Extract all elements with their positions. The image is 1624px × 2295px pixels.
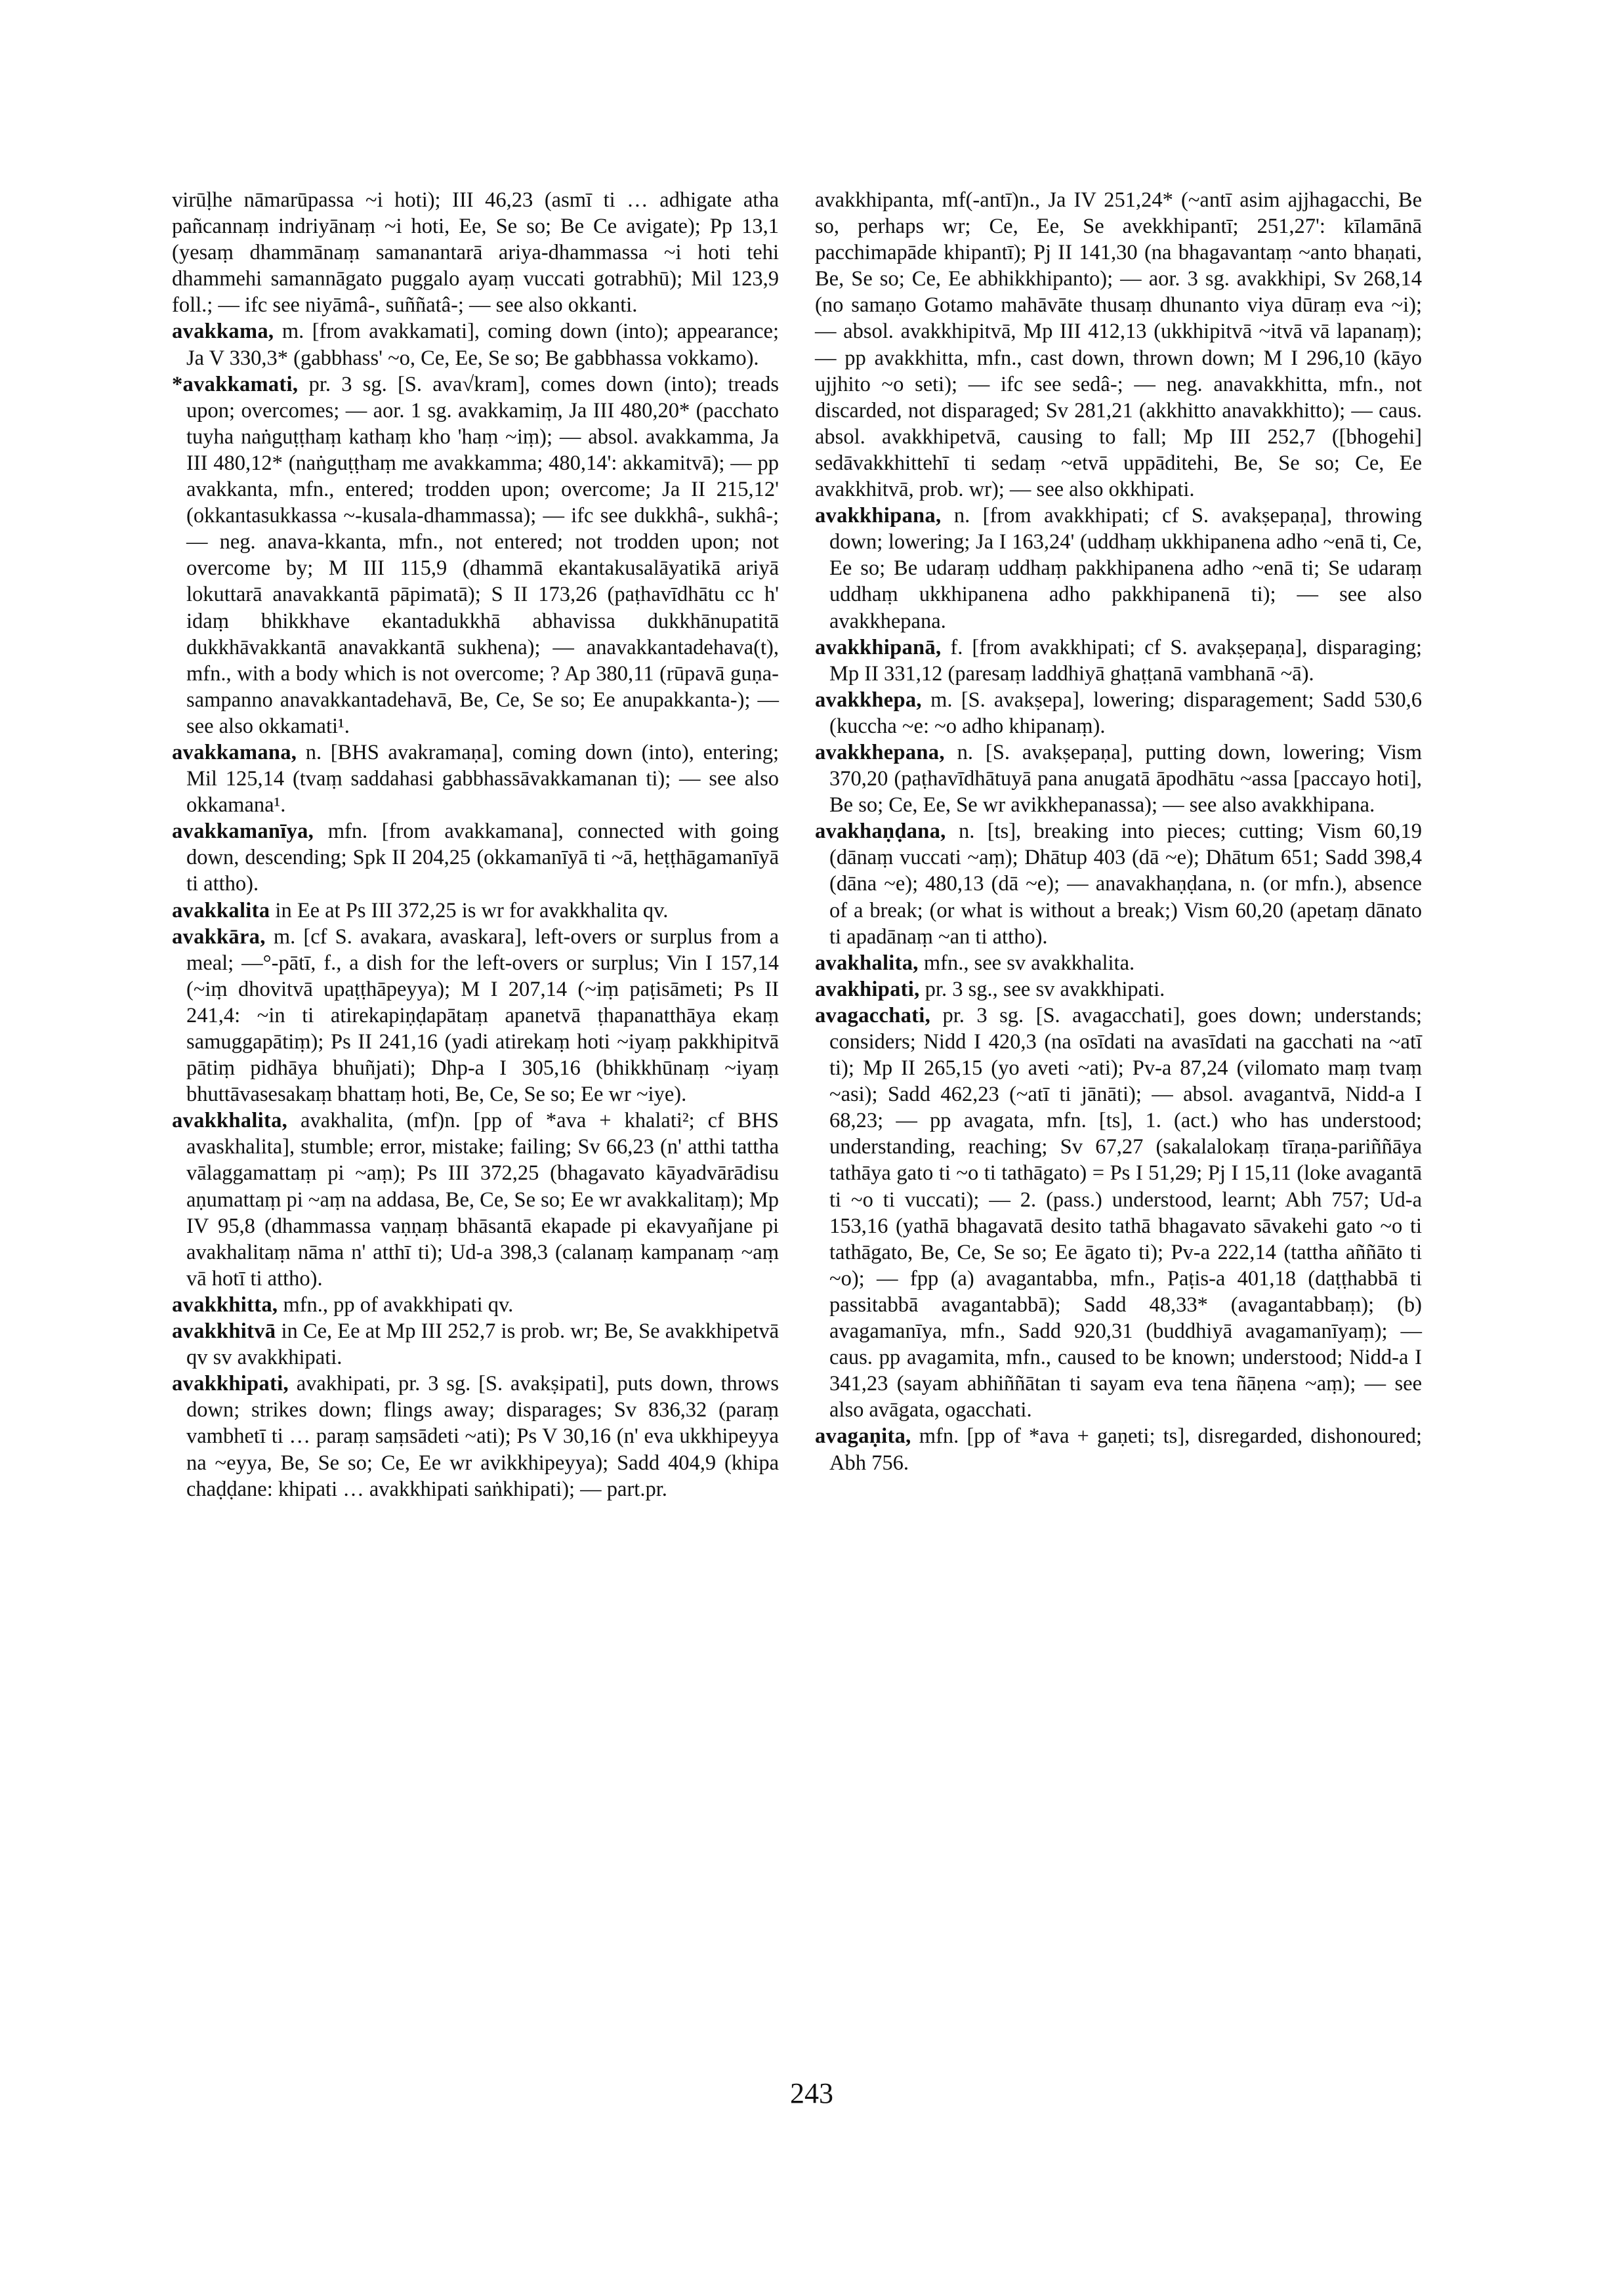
entry-body: n. [BHS avakramaṇa], coming down (into), entering; Mil 125,14 (tvaṃ saddahasi gabbhassāvakkamanan ti); — see also okkamana¹.: [186, 740, 779, 817]
dictionary-entry: [172, 818, 779, 897]
headword: avakkamanīya,: [172, 819, 314, 844]
entry-list: [815, 503, 1422, 1476]
dictionary-entry: [815, 1423, 1422, 1476]
headword: avagacchati,: [815, 1003, 931, 1027]
headword: avakkhipati,: [172, 1372, 289, 1396]
dictionary-entry: [172, 1318, 779, 1371]
right-column: [815, 187, 1422, 1476]
entry-body: m. [cf S. avakara, avaskara], left-overs or surplus from a meal; —°-pātī, f., a dish for the left-overs or surplus; Vin I 157,14 (~iṃ dhovitvā upaṭṭhāpeyya); M I 207,14 (~iṃ paṭisāmeti; Ps II 241,4: ~in ti atirekapiṇḍapātaṃ apanetvā ṭhapanatthāya ekaṃ samuggapātiṃ); Ps II 241,16 (yadi atirekaṃ hoti ~iyaṃ pakkhipitvā pātiṃ pidhāya bhuñjati); Dhp-a I 305,16 (bhikkhūnaṃ ~iyaṃ bhuttāvasesakaṃ bhattaṃ hoti, Be, Ce, Se so; Ee wr ~iye).: [186, 924, 779, 1107]
headword: avakhipati,: [815, 977, 920, 1001]
dictionary-entry: [172, 1371, 779, 1502]
continuation-text: virūḷhe nāmarūpassa ~i hoti); III 46,23 (asmī ti … adhigate atha pañcannaṃ indriyānaṃ ~i hoti, Ee, Se so; Be Ce avigate); Pp 13,1 (yesaṃ dhammānaṃ samanantarā ariya-dhammassa ~i hoti tehi dhammehi samannāgato puggalo ayaṃ vuccati gotrabhū); Mil 123,9 foll.; — ifc see niyāmâ-, suññatâ-; — see also okkanti.: [172, 188, 779, 318]
entry-body: m. [S. avakṣepa], lowering; disparagement; Sadd 530,6 (kuccha ~e: ~o adho khipanaṃ).: [829, 688, 1423, 738]
headword: avakkalita: [172, 898, 270, 922]
dictionary-entry: [172, 1292, 779, 1318]
entry-body: n. [S. avakṣepaṇa], putting down, lowering; Vism 370,20 (paṭhavīdhātuyā pana anugatā āpodhātu ~assa [paccayo hoti], Be so; Ce, Ee, Se wr avikkhepanassa); — see also avakkhipana.: [829, 740, 1422, 817]
entry-body: n. [from avakkhipati; cf S. avakṣepaṇa], throwing down; lowering; Ja I 163,24' (uddhaṃ ukkhipanena adho ~enā ti, Ce, Ee so; Be udaraṃ uddhaṃ pakkhipanena adho ~enā ti; Se udaraṃ uddhaṃ ukkhipanena adho pakkhipanenā ti); — see also avakkhepana.: [829, 504, 1422, 633]
headword: avakkamana,: [172, 740, 297, 764]
headword: avakkhipana,: [815, 504, 942, 528]
dictionary-entry: [815, 1003, 1422, 1424]
headword: avakkhipanā,: [815, 635, 942, 659]
entry-body: pr. 3 sg. [S. ava√kram], comes down (into); treads upon; overcomes; — aor. 1 sg. avakkamiṃ, Ja III 480,20* (pacchato tuyha naṅguṭṭhaṃ kathaṃ kho 'haṃ ~iṃ); — absol. avakkamma, Ja III 480,12* (naṅguṭṭhaṃ me avakkamma; 480,14': akkamitvā); — pp avakkanta, mfn., entered; trodden upon; overcome; Ja II 215,12' (okkantasukkassa ~-kusala-dhammassa); — ifc see dukkhâ-, sukhâ-; — neg. anava-kkanta, mfn., not entered; not trodden upon; not overcome by; M III 115,9 (dhammā ekantakusalāyatikā ariyā lokuttarā anavakkantā pāpimatā); S II 173,26 (paṭhavīdhātu cc h' idaṃ bhikkhave ekantadukkhā abhavissa dukkhānupatitā dukkhāvakkantā anavakkantā sukhena); — anavakkantadehava(t), mfn., with a body which is not overcome; ? Ap 380,11 (rūpavā guṇa-sampanno anavakkantadehavā, Be, Ce, Se so; Ee anupakkanta-); — see also okkamati¹.: [186, 372, 779, 738]
headword: *avakkamati,: [172, 372, 299, 396]
headword: avakkhalita,: [172, 1109, 288, 1133]
dictionary-entry: [815, 739, 1422, 818]
page-number: 243: [790, 2077, 833, 2109]
entry-body: m. [from avakkamati], coming down (into); appearance; Ja V 330,3* (gabbhass' ~o, Ce, Ee, Se so; Be gabbhassa vokkamo).: [186, 320, 780, 370]
dictionary-entry: [172, 318, 779, 371]
headword: avakhaṇḍana,: [815, 819, 946, 844]
entry-body: mfn. [from avakkamana], connected with going down, descending; Spk II 204,25 (okkamanīyā ti ~ā, heṭṭhāgamanīyā ti attho).: [186, 819, 779, 896]
headword: avakkhepana,: [815, 740, 945, 764]
entry-body: mfn., see sv avakkhalita.: [923, 951, 1135, 975]
dictionary-entry: [172, 1107, 779, 1292]
entry-list: [172, 318, 779, 1502]
headword: avagaṇita,: [815, 1424, 911, 1449]
dictionary-entry: [172, 371, 779, 739]
headword: avakkhitta,: [172, 1292, 278, 1317]
headword: avakkhepa,: [815, 688, 922, 712]
dictionary-entry: [815, 818, 1422, 949]
dictionary-entry: [815, 503, 1422, 634]
entry-body: in Ce, Ee at Mp III 252,7 is prob. wr; Be, Se avakkhipetvā qv sv avakkhipati.: [186, 1319, 779, 1370]
entry-body: pr. 3 sg., see sv avakkhipati.: [925, 977, 1165, 1001]
entry-body: mfn., pp of avakkhipati qv.: [283, 1292, 514, 1317]
dictionary-entry: [172, 924, 779, 1108]
entry-body: in Ee at Ps III 372,25 is wr for avakkhalita qv.: [275, 898, 669, 922]
dictionary-entry: [815, 687, 1422, 739]
headword: avakkama,: [172, 320, 274, 344]
headword: avakhalita,: [815, 951, 919, 975]
left-column: [172, 187, 779, 1502]
dictionary-entry: [172, 898, 779, 924]
entry-body: n. [ts], breaking into pieces; cutting; Vism 60,19 (dānaṃ vuccati ~aṃ); Dhātup 403 (dā ~e); Dhātum 651; Sadd 398,4 (dāna ~e); 480,13 (dā ~e); — anavakhaṇḍana, n. (or mfn.), absence of a break; (or what is without a break;) Vism 60,20 (apetaṃ dānato ti apadānaṃ ~an ti attho).: [829, 819, 1423, 949]
dictionary-entry: [815, 976, 1422, 1003]
continuation-text: avakkhipanta, mf(-antī)n., Ja IV 251,24* (~antī asim ajjhagacchi, Be so, perhaps wr; Ce, Ee, Se avekkhipantī; 251,27': kīlamānā pacchimapāde khipantī); Pj II 141,30 (na bhagavantaṃ ~anto bhaṇati, Be, Se so; Ce, Ee abhikkhipanto); — aor. 3 sg. avakkhipi, Sv 268,14 (no samaṇo Gotamo mahāvāte thusaṃ dhunanto viya dūraṃ eva ~i); — absol. avakkhipitvā, Mp III 412,13 (ukkhipitvā ~itvā vā lapanaṃ); — pp avakkhitta, mfn., cast down, thrown down; M I 296,10 (kāyo ujjhito ~o seti); — ifc see sedâ-; — neg. anavakkhitta, mfn., not discarded, not disparaged; Sv 281,21 (akkhitto anavakkhitto); — caus. absol. avakkhipetvā, causing to fall; Mp III 252,7 ([bhogehi] sedāvakkhittehī ti sedaṃ ~etvā uppāditehi, Be, Se so; Ce, Ee avakkhitvā, prob. wr); — see also okkhipati.: [815, 188, 1422, 502]
entry-body: avakhalita, (mf)n. [pp of *ava + khalati²; cf BHS avaskhalita], stumble; error, mistake; failing; Sv 66,23 (n' atthi tattha vālaggamattaṃ pi ~aṃ); Ps III 372,25 (bhagavato kāyadvārādisu aṇumattaṃ pi ~aṃ na addasa, Be, Ce, Se so; Ee wr avakkalitaṃ); Mp IV 95,8 (dhammassa vaṇṇaṃ bhāsantā ekapade pi ekavyañjane pi avakhalitaṃ nāma n' atthī ti); Ud-a 398,3 (calanaṃ kampanaṃ ~aṃ vā hotī ti attho).: [186, 1109, 780, 1291]
headword: avakkhitvā: [172, 1319, 276, 1344]
entry-body: mfn. [pp of *ava + gaṇeti; ts], disregarded, dishonoured; Abh 756.: [829, 1424, 1422, 1475]
dictionary-entry: [172, 739, 779, 818]
dictionary-entry: [815, 950, 1422, 976]
entry-body: f. [from avakkhipati; cf S. avakṣepaṇa], disparaging; Mp II 331,12 (paresaṃ laddhiyā ghaṭṭanā vambhanā ~ā).: [829, 635, 1422, 686]
dictionary-entry: [815, 634, 1422, 687]
headword: avakkāra,: [172, 924, 266, 949]
entry-body: avakhipati, pr. 3 sg. [S. avakṣipati], puts down, throws down; strikes down; flings away; disparages; Sv 836,32 (paraṃ vambhetī ti … paraṃ saṃsādeti ~ati); Ps V 30,16 (n' eva ukkhipeyya na ~eyya, Be, Se so; Ce, Ee wr avikkhipeyya); Sadd 404,9 (khipa chaḍḍane: khipati … avakkhipati saṅkhipati); — part.pr.: [186, 1372, 779, 1501]
entry-body: pr. 3 sg. [S. avagacchati], goes down; understands; considers; Nidd I 420,3 (na osīdati na avasīdati na gacchati na ~atī ti); Mp II 265,15 (yo aveti ~ati); Pv-a 87,24 (vilomato maṃ tvaṃ ~asi); Sadd 462,23 (~atī ti jānāti); — absol. avagantvā, Nidd-a I 68,23; — pp avagata, mfn. [ts], 1. (act.) who has understood; understanding, reaching; Sv 67,27 (sakalalokaṃ tīraṇa-pariññāya tathāya gato ti ~o ti tathāgato) = Ps I 51,29; Pj I 15,11 (loke avagantā ti ~o ti vuccati); — 2. (pass.) understood, learnt; Abh 757; Ud-a 153,16 (yathā bhagavatā desito tathā bhagavato sāvakehi gato ~o ti tathāgato, Be, Ce, Se so; Ee āgato ti); Pv-a 222,14 (tattha aññāto ti ~o); — fpp (a) avagantabba, mfn., Paṭis-a 401,18 (daṭṭhabbā ti passitabbā avagantabbā); Sadd 48,33* (avagantabbaṃ); (b) avagamanīya, mfn., Sadd 920,31 (buddhiyā avagamanīyaṃ); — caus. pp avagamita, mfn., caused to be known; understood; Nidd-a I 341,23 (sayam abhiññātan ti sayam eva tena ñāṇena ~aṃ); — see also avāgata, ogacchati.: [829, 1003, 1422, 1422]
